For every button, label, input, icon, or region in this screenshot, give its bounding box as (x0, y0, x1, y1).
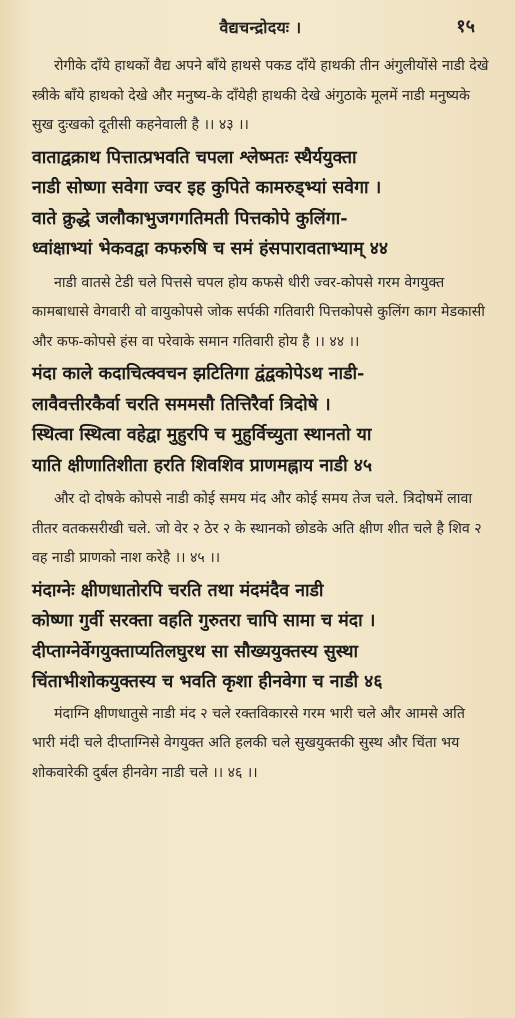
sloka-verse (32, 359, 489, 481)
commentary-paragraph: रोगीके दाँये हाथकों वैद्य अपने बाँये हाथसे पकड दाँये हाथकी तीन अंगुलीयोंसे नाडी देखे स्त्रीके बाँये हाथको देखे और मनुष्य-के दाँयेही हाथकी देखे अंगुठाके मूलमें नाडी मनुष्यके सुख दुःखको दूतीसी कहनेवाली है ।। ४३ ।। (32, 58, 489, 133)
page-header (32, 10, 489, 42)
sloka-line: मंदाग्नेः क्षीणधातोरपि चरति तथा मंदमंदैव नाडी (32, 579, 324, 601)
sloka-line: लावैवत्तीरकैर्वा चरति सममसौ तित्तिरैर्वा त्रिदोषे । (32, 393, 331, 415)
commentary-paragraph: मंदाग्नि क्षीणधातुसे नाडी मंद २ चले रक्तविकारसे गरम भारी चले और आमसे अति भारी मंदी चले दीप्ताग्निसे वेगयुक्त अति हलकी चले सुखयुक्तकी सुस्थ और चिंता भय शोकवारेकी दुर्बल हीनवेग नाडी चले ।। ४६ ।। (32, 705, 465, 781)
commentary-paragraph: नाडी वातसे टेडी चले पित्तसे चपल होय कफसे धीरी ज्वर-कोपसे गरम वेगयुक्त कामबाधासे वेगवारी वो वायुकोपसे जोक सर्पकी गतिवारी पित्तकोपसे कुलिंग काग मेडकासी और कफ-कोपसे हंस वा परेवाके समान गतिवारी होय है ।। ४४ ।। (32, 274, 485, 350)
commentary-paragraph: और दो दोषके कोपसे नाडी कोई समय मंद और कोई समय तेज चले. त्रिदोषमें लावा तीतर वतकसरीखी चले. जो वेर २ ठेर २ के स्थानको छोडके अति क्षीण शीत चले है शिव २ वह नाडी प्राणको नाश करेहै ।। ४५ ।। (32, 491, 482, 566)
sloka-line: याति क्षीणातिशीता हरति शिवशिव प्राणमह्नाय नाडी ४५ (32, 454, 373, 476)
sloka-line: नाडी सोष्णा सवेगा ज्वर इह कुपिते कामरुड्भ्यां सवेगा । (32, 177, 382, 198)
sloka-line: मंदा काले कदाचित्क्वचन झटितिगा द्वंद्वकोपेऽथ नाडी- (32, 363, 365, 384)
sloka-line: स्थित्वा स्थित्वा वहेद्वा मुहुरपि च मुहुर्विच्युता स्थानतो या (32, 424, 372, 445)
sloka-verse (32, 576, 489, 698)
sloka-line: ध्वांक्षाभ्यां भेकवद्वा कफरुषि च समं हंसपारावताभ्याम् ४४ (32, 238, 389, 259)
sloka-line: दीप्ताग्नेर्वेगयुक्ताप्यतिलघुरथ सा सौख्ययुक्तस्य सुस्था (32, 640, 359, 662)
sloka-line: वाताद्वक्राथ पित्तात्प्रभवति चपला श्लेष्मतः स्थैर्ययुक्ता (32, 146, 357, 168)
running-title: वैद्यचन्द्रोदयः । (219, 18, 302, 37)
sloka-line: वाते क्रुद्धे जलौकाभुजगगतिमती पित्तकोपे कुलिंगा- (32, 207, 348, 229)
sloka-verse (32, 143, 489, 265)
sloka-line: कोष्णा गुर्वी सरक्ता वहति गुरुतरा चापि सामा च मंदा । (32, 610, 376, 631)
sloka-line: चिंताभीशोकयुक्तस्य च भवति कृशा हीनवेगा च नाडी ४६ (32, 671, 383, 692)
page-number: १५ (456, 16, 475, 37)
